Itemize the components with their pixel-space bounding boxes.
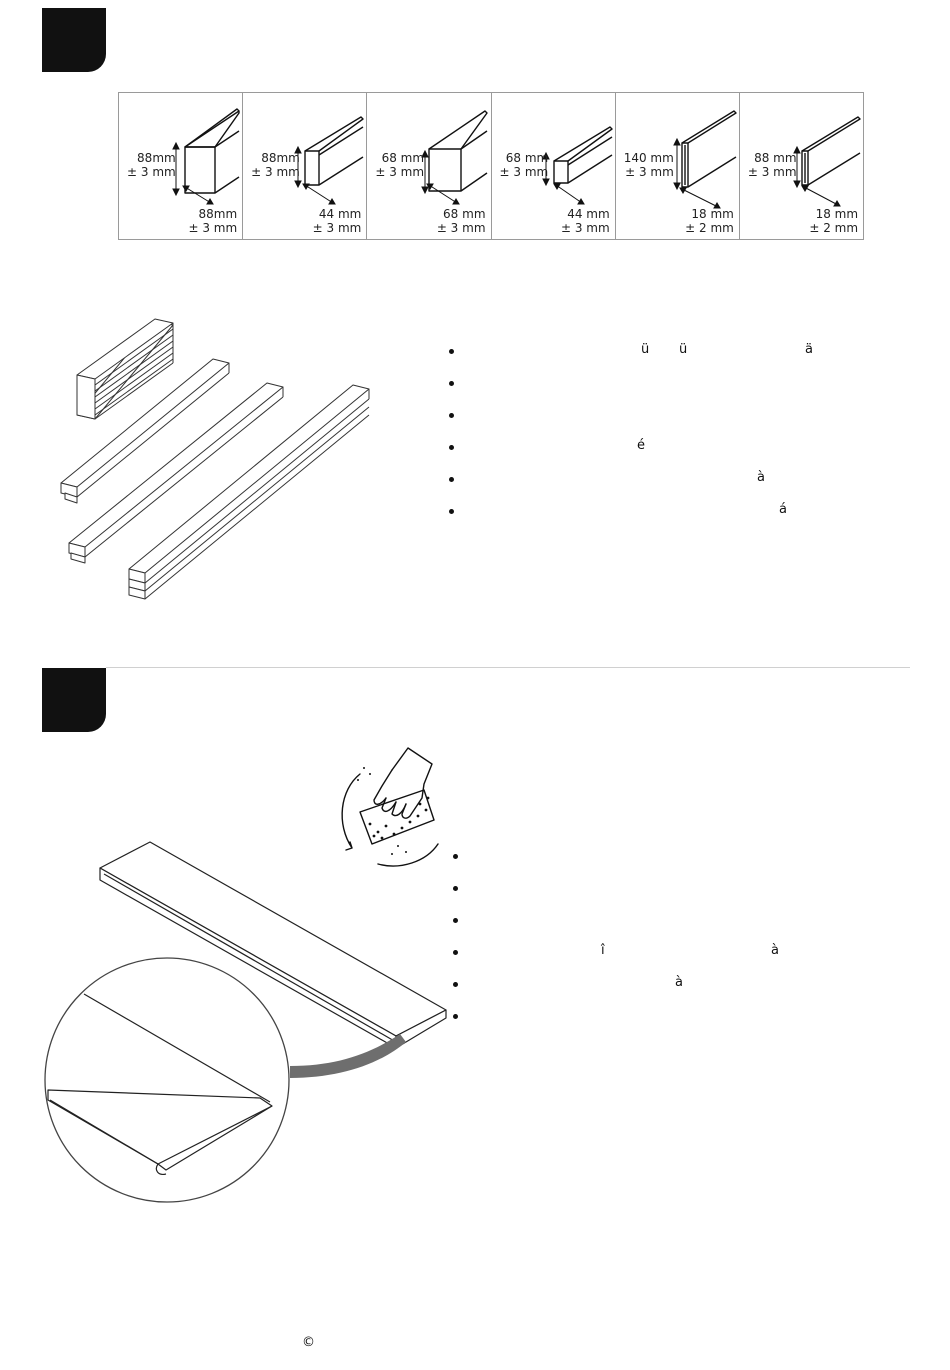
accent-char: à: [771, 943, 779, 958]
step-1-marker: [42, 8, 106, 72]
width-label: 88mm: [198, 207, 238, 221]
width-label: 44 mm: [567, 207, 610, 221]
width-label: 44 mm: [318, 207, 362, 221]
accent-char: à: [675, 975, 683, 990]
width-tolerance: ± 3 mm: [312, 221, 362, 235]
dimension-cell: [367, 93, 491, 239]
width-tolerance: ± 2 mm: [809, 221, 859, 235]
accent-char: à: [757, 470, 765, 485]
dimension-cell: [616, 93, 740, 239]
width-label: 18 mm: [815, 207, 859, 221]
width-tolerance: ± 3 mm: [436, 221, 486, 235]
dimension-cell: [492, 93, 616, 239]
dimensions-table: [118, 92, 864, 240]
accent-char: ü: [679, 342, 688, 357]
height-tolerance: ± 3 mm: [251, 165, 300, 179]
height-label: 68 mm: [505, 151, 549, 165]
dimension-cell: [119, 93, 243, 239]
height-label: 68 mm: [381, 151, 425, 165]
section-divider: [106, 667, 910, 668]
height-tolerance: ± 3 mm: [625, 165, 674, 179]
height-label: 88 mm: [754, 151, 797, 165]
dimension-cell: [740, 93, 863, 239]
height-tolerance: ± 3 mm: [747, 165, 797, 179]
width-tolerance: ± 3 mm: [188, 221, 238, 235]
height-label: 140 mm: [623, 151, 674, 165]
dimension-cell: [243, 93, 367, 239]
step-2-marker: [42, 668, 106, 732]
height-label: 88mm: [261, 151, 300, 165]
width-label: 18 mm: [691, 207, 734, 221]
width-label: 68 mm: [443, 207, 486, 221]
accent-char: é: [637, 438, 645, 453]
width-tolerance: ± 3 mm: [560, 221, 610, 235]
accent-char: î: [601, 943, 605, 958]
board-stacks-illustration: [55, 315, 375, 605]
height-tolerance: ± 3 mm: [127, 165, 176, 179]
height-tolerance: ± 3 mm: [375, 165, 425, 179]
width-tolerance: ± 2 mm: [685, 221, 734, 235]
height-label: 88mm: [137, 151, 176, 165]
accent-char: ü: [641, 342, 650, 357]
accent-char: ä: [805, 342, 813, 357]
sanded-board-illustration: [40, 838, 460, 1208]
height-tolerance: ± 3 mm: [499, 165, 549, 179]
accent-char: á: [779, 502, 787, 517]
copyright-symbol: ©: [302, 1335, 315, 1350]
